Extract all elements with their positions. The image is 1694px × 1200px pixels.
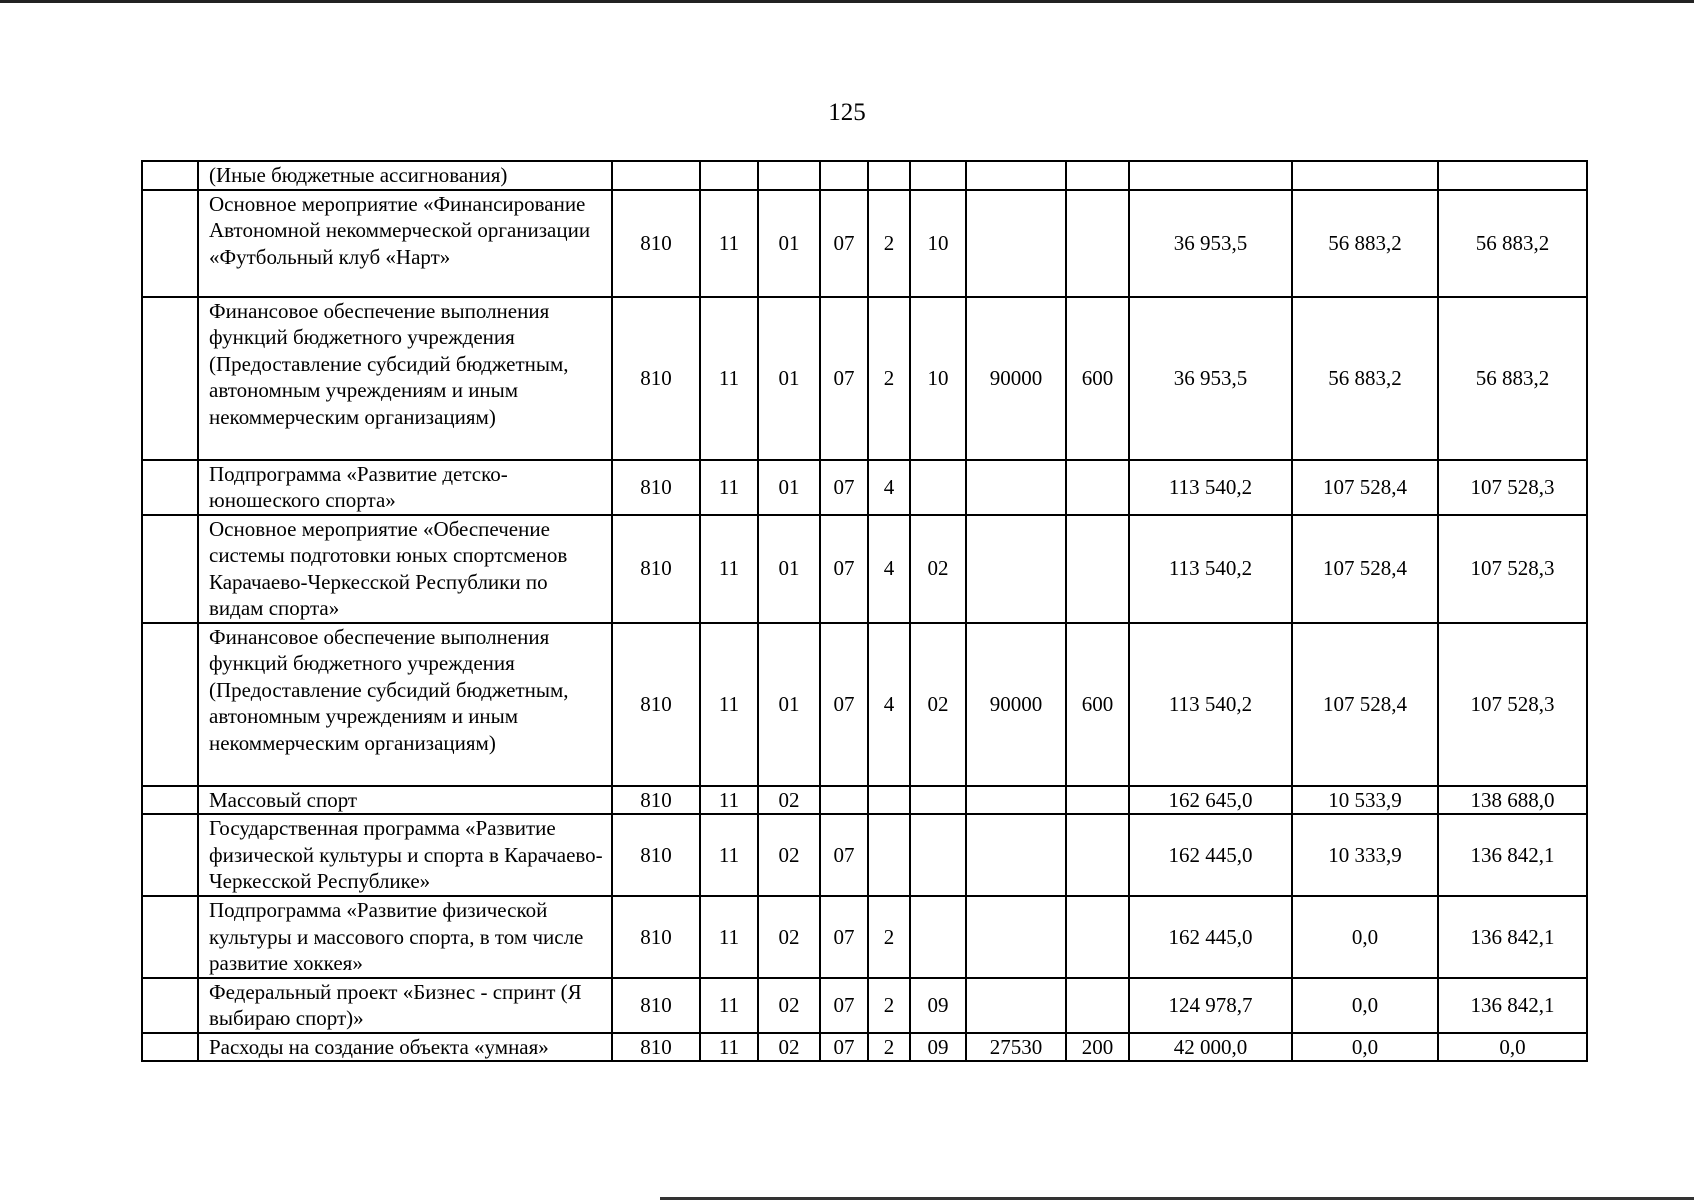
col-razdel: 11: [700, 786, 758, 815]
col-podrazdel: 02: [758, 786, 820, 815]
row-name: Государственная программа «Развитие физической культуры и спорта в Карачаево-Черкесской Республике»: [198, 814, 612, 896]
col-meropriyatie: 10: [910, 190, 966, 297]
col-meropriyatie: [910, 896, 966, 978]
col-napravlenie: [966, 161, 1066, 190]
col-podprogram: 2: [868, 190, 910, 297]
page-number: 125: [828, 99, 866, 126]
col-podprogram: 2: [868, 896, 910, 978]
col-podprogram: 2: [868, 297, 910, 460]
row-index-cell: [142, 814, 198, 896]
col-glava: 810: [612, 814, 700, 896]
col-podprogram: [868, 161, 910, 190]
row-name: Подпрограмма «Развитие физической культуры и массового спорта, в том числе развитие хоккея»: [198, 896, 612, 978]
row-index-cell: [142, 786, 198, 815]
row-name: Подпрограмма «Развитие детско-юношеского спорта»: [198, 460, 612, 515]
col-razdel: 11: [700, 460, 758, 515]
col-napravlenie: [966, 515, 1066, 623]
col-meropriyatie: 10: [910, 297, 966, 460]
col-sum-3: 107 528,3: [1438, 460, 1587, 515]
col-gosprogram: 07: [820, 896, 868, 978]
col-vid-rashodov: [1066, 515, 1129, 623]
col-sum-3: 138 688,0: [1438, 786, 1587, 815]
col-sum-2: 107 528,4: [1292, 460, 1438, 515]
col-sum-3: 107 528,3: [1438, 515, 1587, 623]
col-vid-rashodov: 600: [1066, 623, 1129, 786]
col-vid-rashodov: [1066, 190, 1129, 297]
col-razdel: 11: [700, 190, 758, 297]
table-row: [142, 786, 1587, 815]
col-sum-1: 42 000,0: [1129, 1033, 1292, 1062]
col-sum-3: 0,0: [1438, 1033, 1587, 1062]
col-podprogram: 2: [868, 1033, 910, 1062]
col-vid-rashodov: [1066, 786, 1129, 815]
col-glava: 810: [612, 297, 700, 460]
col-vid-rashodov: [1066, 161, 1129, 190]
col-sum-3: 136 842,1: [1438, 814, 1587, 896]
col-podrazdel: 01: [758, 297, 820, 460]
col-sum-1: [1129, 161, 1292, 190]
col-sum-3: [1438, 161, 1587, 190]
col-meropriyatie: [910, 814, 966, 896]
col-sum-3: 56 883,2: [1438, 190, 1587, 297]
col-sum-2: 107 528,4: [1292, 515, 1438, 623]
row-index-cell: [142, 623, 198, 786]
col-glava: 810: [612, 515, 700, 623]
col-sum-2: 10 333,9: [1292, 814, 1438, 896]
col-gosprogram: [820, 786, 868, 815]
table-row: [142, 814, 1587, 896]
table-row: [142, 978, 1587, 1033]
table-body: [142, 161, 1587, 1061]
col-razdel: 11: [700, 515, 758, 623]
col-sum-2: [1292, 161, 1438, 190]
col-meropriyatie: [910, 460, 966, 515]
col-podrazdel: 02: [758, 978, 820, 1033]
row-index-cell: [142, 1033, 198, 1062]
col-gosprogram: 07: [820, 1033, 868, 1062]
col-razdel: [700, 161, 758, 190]
col-gosprogram: 07: [820, 814, 868, 896]
col-vid-rashodov: 600: [1066, 297, 1129, 460]
col-gosprogram: 07: [820, 460, 868, 515]
col-sum-1: 36 953,5: [1129, 190, 1292, 297]
col-napravlenie: 27530: [966, 1033, 1066, 1062]
col-sum-1: 162 645,0: [1129, 786, 1292, 815]
col-sum-3: 136 842,1: [1438, 896, 1587, 978]
col-podprogram: 2: [868, 978, 910, 1033]
col-gosprogram: 07: [820, 190, 868, 297]
col-sum-2: 0,0: [1292, 1033, 1438, 1062]
col-sum-3: 136 842,1: [1438, 978, 1587, 1033]
col-podrazdel: 02: [758, 896, 820, 978]
scan-edge-top: [0, 0, 1694, 3]
row-index-cell: [142, 896, 198, 978]
col-meropriyatie: [910, 161, 966, 190]
col-gosprogram: 07: [820, 978, 868, 1033]
table-row: [142, 623, 1587, 786]
col-podprogram: [868, 814, 910, 896]
row-name: Основное мероприятие «Финансирование Автономной некоммерческой организации «Футбольный клуб «Нарт»: [198, 190, 612, 297]
col-podrazdel: [758, 161, 820, 190]
row-index-cell: [142, 515, 198, 623]
table-row: [142, 460, 1587, 515]
col-napravlenie: [966, 814, 1066, 896]
col-glava: 810: [612, 1033, 700, 1062]
col-gosprogram: 07: [820, 297, 868, 460]
col-glava: 810: [612, 978, 700, 1033]
row-index-cell: [142, 978, 198, 1033]
col-podrazdel: 02: [758, 1033, 820, 1062]
col-podrazdel: 01: [758, 460, 820, 515]
col-sum-1: 162 445,0: [1129, 896, 1292, 978]
col-gosprogram: 07: [820, 623, 868, 786]
col-sum-3: 107 528,3: [1438, 623, 1587, 786]
col-glava: [612, 161, 700, 190]
col-podprogram: 4: [868, 623, 910, 786]
col-sum-2: 10 533,9: [1292, 786, 1438, 815]
row-index-cell: [142, 297, 198, 460]
table-row: [142, 297, 1587, 460]
col-meropriyatie: [910, 786, 966, 815]
col-podprogram: [868, 786, 910, 815]
col-vid-rashodov: [1066, 460, 1129, 515]
row-name: (Иные бюджетные ассигнования): [198, 161, 612, 190]
col-podprogram: 4: [868, 515, 910, 623]
col-sum-2: 0,0: [1292, 896, 1438, 978]
col-napravlenie: [966, 460, 1066, 515]
col-meropriyatie: 09: [910, 978, 966, 1033]
col-sum-1: 36 953,5: [1129, 297, 1292, 460]
col-glava: 810: [612, 190, 700, 297]
col-sum-2: 0,0: [1292, 978, 1438, 1033]
col-sum-1: 162 445,0: [1129, 814, 1292, 896]
col-napravlenie: [966, 978, 1066, 1033]
col-napravlenie: [966, 190, 1066, 297]
col-sum-3: 56 883,2: [1438, 297, 1587, 460]
col-podprogram: 4: [868, 460, 910, 515]
col-sum-1: 124 978,7: [1129, 978, 1292, 1033]
col-napravlenie: 90000: [966, 623, 1066, 786]
col-razdel: 11: [700, 896, 758, 978]
col-sum-1: 113 540,2: [1129, 623, 1292, 786]
col-vid-rashodov: 200: [1066, 1033, 1129, 1062]
row-index-cell: [142, 190, 198, 297]
row-name: Расходы на создание объекта «умная»: [198, 1033, 612, 1062]
col-meropriyatie: 02: [910, 515, 966, 623]
col-glava: 810: [612, 896, 700, 978]
row-index-cell: [142, 161, 198, 190]
table-row: [142, 896, 1587, 978]
col-podrazdel: 01: [758, 623, 820, 786]
col-gosprogram: [820, 161, 868, 190]
col-razdel: 11: [700, 978, 758, 1033]
row-name: Федеральный проект «Бизнес - спринт (Я выбираю спорт)»: [198, 978, 612, 1033]
col-podrazdel: 01: [758, 515, 820, 623]
col-vid-rashodov: [1066, 814, 1129, 896]
col-podrazdel: 01: [758, 190, 820, 297]
col-vid-rashodov: [1066, 978, 1129, 1033]
col-razdel: 11: [700, 297, 758, 460]
col-razdel: 11: [700, 1033, 758, 1062]
col-sum-2: 56 883,2: [1292, 297, 1438, 460]
row-name: Финансовое обеспечение выполнения функций бюджетного учреждения (Предоставление субсидий бюджетным, автономным учреждениям и иным некоммерческим организациям): [198, 623, 612, 786]
col-razdel: 11: [700, 814, 758, 896]
row-name: Массовый спорт: [198, 786, 612, 815]
col-glava: 810: [612, 460, 700, 515]
col-razdel: 11: [700, 623, 758, 786]
col-sum-2: 107 528,4: [1292, 623, 1438, 786]
col-napravlenie: [966, 896, 1066, 978]
budget-table: [141, 160, 1588, 1062]
col-gosprogram: 07: [820, 515, 868, 623]
col-meropriyatie: 02: [910, 623, 966, 786]
col-sum-1: 113 540,2: [1129, 515, 1292, 623]
table-row: [142, 190, 1587, 297]
col-sum-2: 56 883,2: [1292, 190, 1438, 297]
col-meropriyatie: 09: [910, 1033, 966, 1062]
col-glava: 810: [612, 623, 700, 786]
row-index-cell: [142, 460, 198, 515]
col-podrazdel: 02: [758, 814, 820, 896]
col-sum-1: 113 540,2: [1129, 460, 1292, 515]
table-row: [142, 1033, 1587, 1062]
table-row: [142, 161, 1587, 190]
col-napravlenie: 90000: [966, 297, 1066, 460]
table-row: [142, 515, 1587, 623]
col-napravlenie: [966, 786, 1066, 815]
col-glava: 810: [612, 786, 700, 815]
row-name: Основное мероприятие «Обеспечение системы подготовки юных спортсменов Карачаево-Черкесской Республики по видам спорта»: [198, 515, 612, 623]
col-vid-rashodov: [1066, 896, 1129, 978]
row-name: Финансовое обеспечение выполнения функций бюджетного учреждения (Предоставление субсидий бюджетным, автономным учреждениям и иным некоммерческим организациям): [198, 297, 612, 460]
